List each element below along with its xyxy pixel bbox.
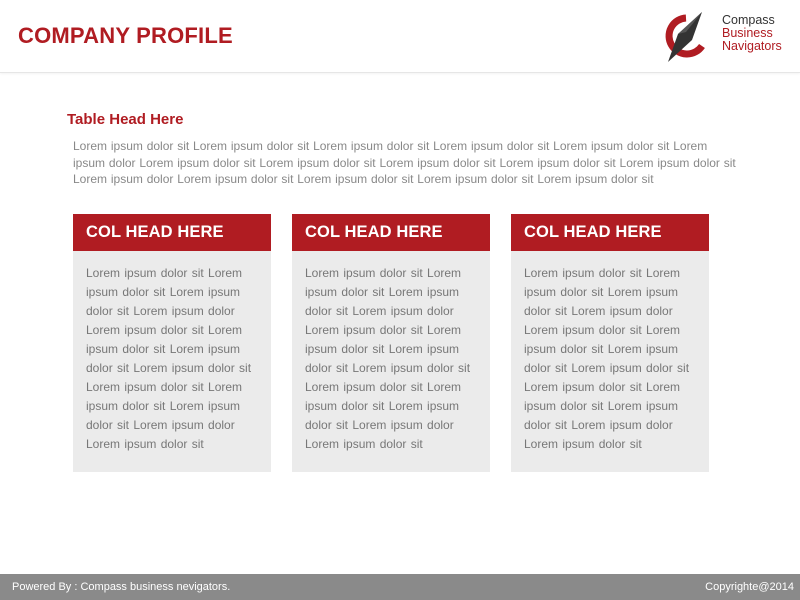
footer-bar	[0, 574, 800, 600]
logo-line-3: Navigators	[722, 39, 782, 53]
column-card-1	[73, 214, 271, 472]
footer-powered-by: Powered By : Compass business nevigators.	[12, 581, 231, 593]
compass-needle-icon	[664, 10, 708, 64]
company-logo	[664, 10, 794, 64]
page-title: COMPANY PROFILE	[18, 23, 233, 48]
column-heading: COL HEAD HERE	[73, 214, 271, 251]
logo-line-2: Business	[722, 26, 773, 40]
column-card-2	[292, 214, 490, 472]
column-heading: COL HEAD HERE	[292, 214, 490, 251]
logo-line-1: Compass	[722, 13, 775, 27]
column-card-3	[511, 214, 709, 472]
logo-wordmark	[722, 14, 782, 53]
column-body-text: Lorem ipsum dolor sit Lorem ipsum dolor sit Lorem ipsum dolor sit Lorem ipsum dolor Lorem ipsum dolor sit Lorem ipsum dolor sit Lorem ipsum dolor sit Lorem ipsum dolor sit Lorem ipsum dolor sit Lorem ipsum dolor sit Lorem ipsum dolor sit Lorem ipsum dolor Lorem ipsum dolor sit	[305, 266, 471, 451]
column-heading: COL HEAD HERE	[511, 214, 709, 251]
section-title: Table Head Here	[67, 111, 184, 128]
header-bar	[0, 0, 800, 73]
intro-paragraph: Lorem ipsum dolor sit Lorem ipsum dolor sit Lorem ipsum dolor sit Lorem ipsum dolor sit Lorem ipsum dolor sit Lorem ipsum dolor Lorem ipsum dolor sit Lorem ipsum dolor sit Lorem ipsum dolor sit Lorem ipsum dolor sit Lorem ipsum dolor sit Lorem ipsum dolor Lorem ipsum dolor sit Lorem ipsum dolor sit Lorem ipsum dolor sit Lorem ipsum dolor sit	[73, 139, 736, 186]
column-body-text: Lorem ipsum dolor sit Lorem ipsum dolor sit Lorem ipsum dolor sit Lorem ipsum dolor Lorem ipsum dolor sit Lorem ipsum dolor sit Lorem ipsum dolor sit Lorem ipsum dolor sit Lorem ipsum dolor sit Lorem ipsum dolor sit Lorem ipsum dolor sit Lorem ipsum dolor Lorem ipsum dolor sit	[524, 266, 690, 451]
column-body-text: Lorem ipsum dolor sit Lorem ipsum dolor sit Lorem ipsum dolor sit Lorem ipsum dolor Lorem ipsum dolor sit Lorem ipsum dolor sit Lorem ipsum dolor sit Lorem ipsum dolor sit Lorem ipsum dolor sit Lorem ipsum dolor sit Lorem ipsum dolor sit Lorem ipsum dolor Lorem ipsum dolor sit	[86, 266, 252, 451]
footer-copyright: Copyrighte@2014	[705, 581, 794, 593]
